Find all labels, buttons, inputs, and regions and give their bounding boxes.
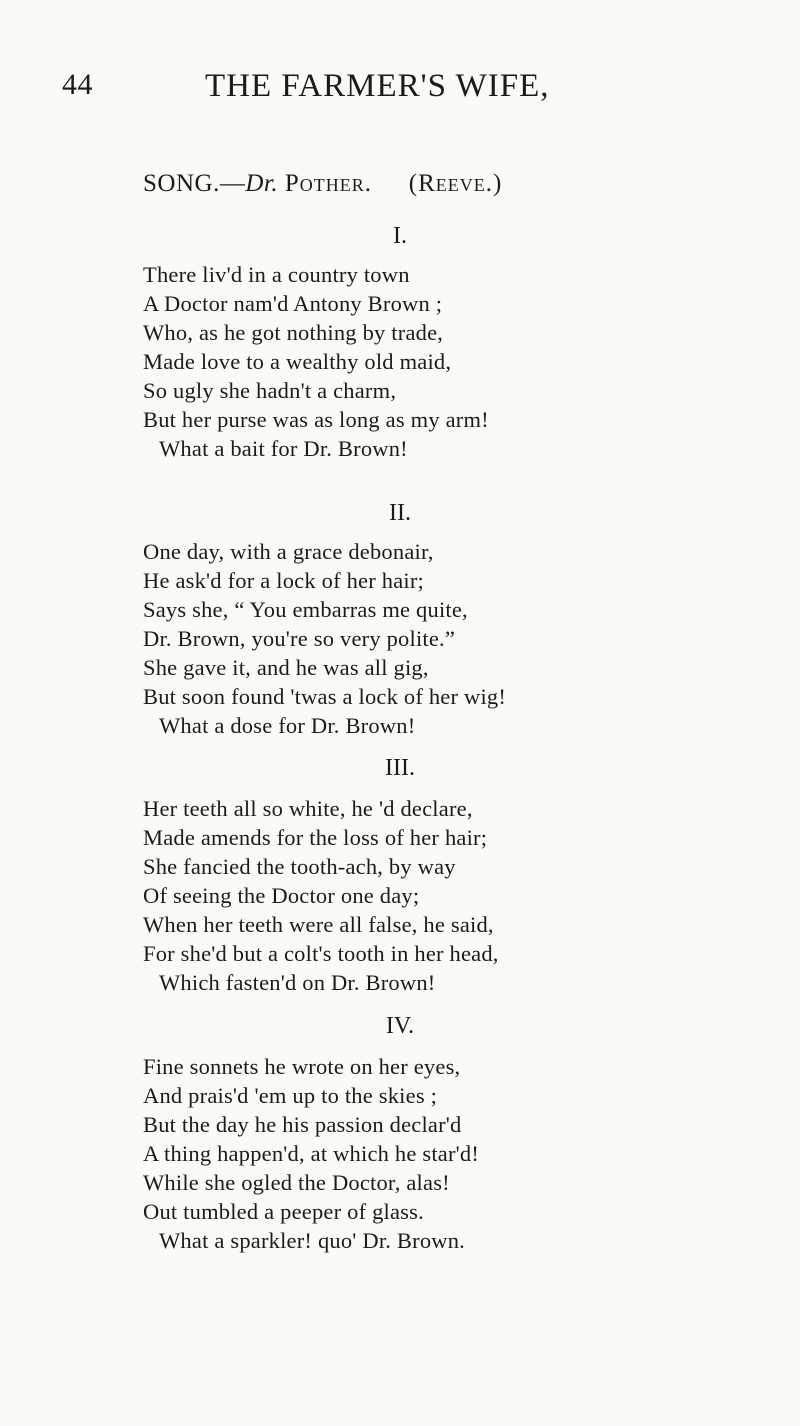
stanza-number: I.: [393, 223, 407, 249]
doctor-abbrev: Dr.: [245, 170, 279, 197]
verse-refrain: What a bait for Dr. Brown!: [159, 436, 408, 461]
running-title: THE FARMER'S WIFE,: [205, 68, 550, 104]
verse-line: She gave it, and he was all gig,: [143, 655, 429, 680]
verse-line: And prais'd 'em up to the skies ;: [143, 1083, 438, 1108]
verse-refrain: Which fasten'd on Dr. Brown!: [159, 970, 436, 995]
verse-line: So ugly she hadn't a charm,: [143, 378, 397, 403]
verse-line: But her purse was as long as my arm!: [143, 407, 489, 432]
verse-line: Fine sonnets he wrote on her eyes,: [143, 1054, 461, 1079]
stanza-1: [143, 260, 783, 463]
verse-line: She fancied the tooth-ach, by way: [143, 854, 456, 879]
performer-name: (Reeve.): [408, 170, 503, 197]
verse-line: Of seeing the Doctor one day;: [143, 883, 420, 908]
verse-line: Says she, “ You embarras me quite,: [143, 597, 468, 622]
verse-line: A Doctor nam'd Antony Brown ;: [143, 291, 443, 316]
verse-line: When her teeth were all false, he said,: [143, 912, 494, 937]
stanza-number: III.: [385, 755, 415, 781]
doctor-name: Pother.: [284, 170, 372, 197]
verse-line: Dr. Brown, you're so very polite.”: [143, 626, 456, 651]
song-heading: [143, 170, 502, 198]
stanza-2: [143, 537, 783, 740]
verse-line: One day, with a grace debonair,: [143, 539, 434, 564]
verse-line: Made amends for the loss of her hair;: [143, 825, 488, 850]
verse-line: A thing happen'd, at which he star'd!: [143, 1141, 480, 1166]
page-header: [0, 68, 800, 108]
verse-refrain: What a dose for Dr. Brown!: [159, 713, 416, 738]
verse-line: For she'd but a colt's tooth in her head,: [143, 941, 499, 966]
stanza-3: [143, 794, 783, 997]
verse-line: There liv'd in a country town: [143, 262, 410, 287]
verse-line: Out tumbled a peeper of glass.: [143, 1199, 424, 1224]
verse-refrain: What a sparkler! quo' Dr. Brown.: [159, 1228, 465, 1253]
verse-line: But the day he his passion declar'd: [143, 1112, 462, 1137]
page-number: 44: [62, 68, 93, 101]
song-label: SONG.—: [143, 170, 246, 197]
stanza-number: II.: [389, 500, 411, 526]
verse-line: While she ogled the Doctor, alas!: [143, 1170, 450, 1195]
stanza-number: IV.: [385, 1013, 415, 1039]
stanza-4: [143, 1052, 783, 1255]
verse-line: Who, as he got nothing by trade,: [143, 320, 444, 345]
verse-line: But soon found 'twas a lock of her wig!: [143, 684, 507, 709]
verse-line: Her teeth all so white, he 'd declare,: [143, 796, 473, 821]
verse-line: He ask'd for a lock of her hair;: [143, 568, 424, 593]
verse-line: Made love to a wealthy old maid,: [143, 349, 452, 374]
